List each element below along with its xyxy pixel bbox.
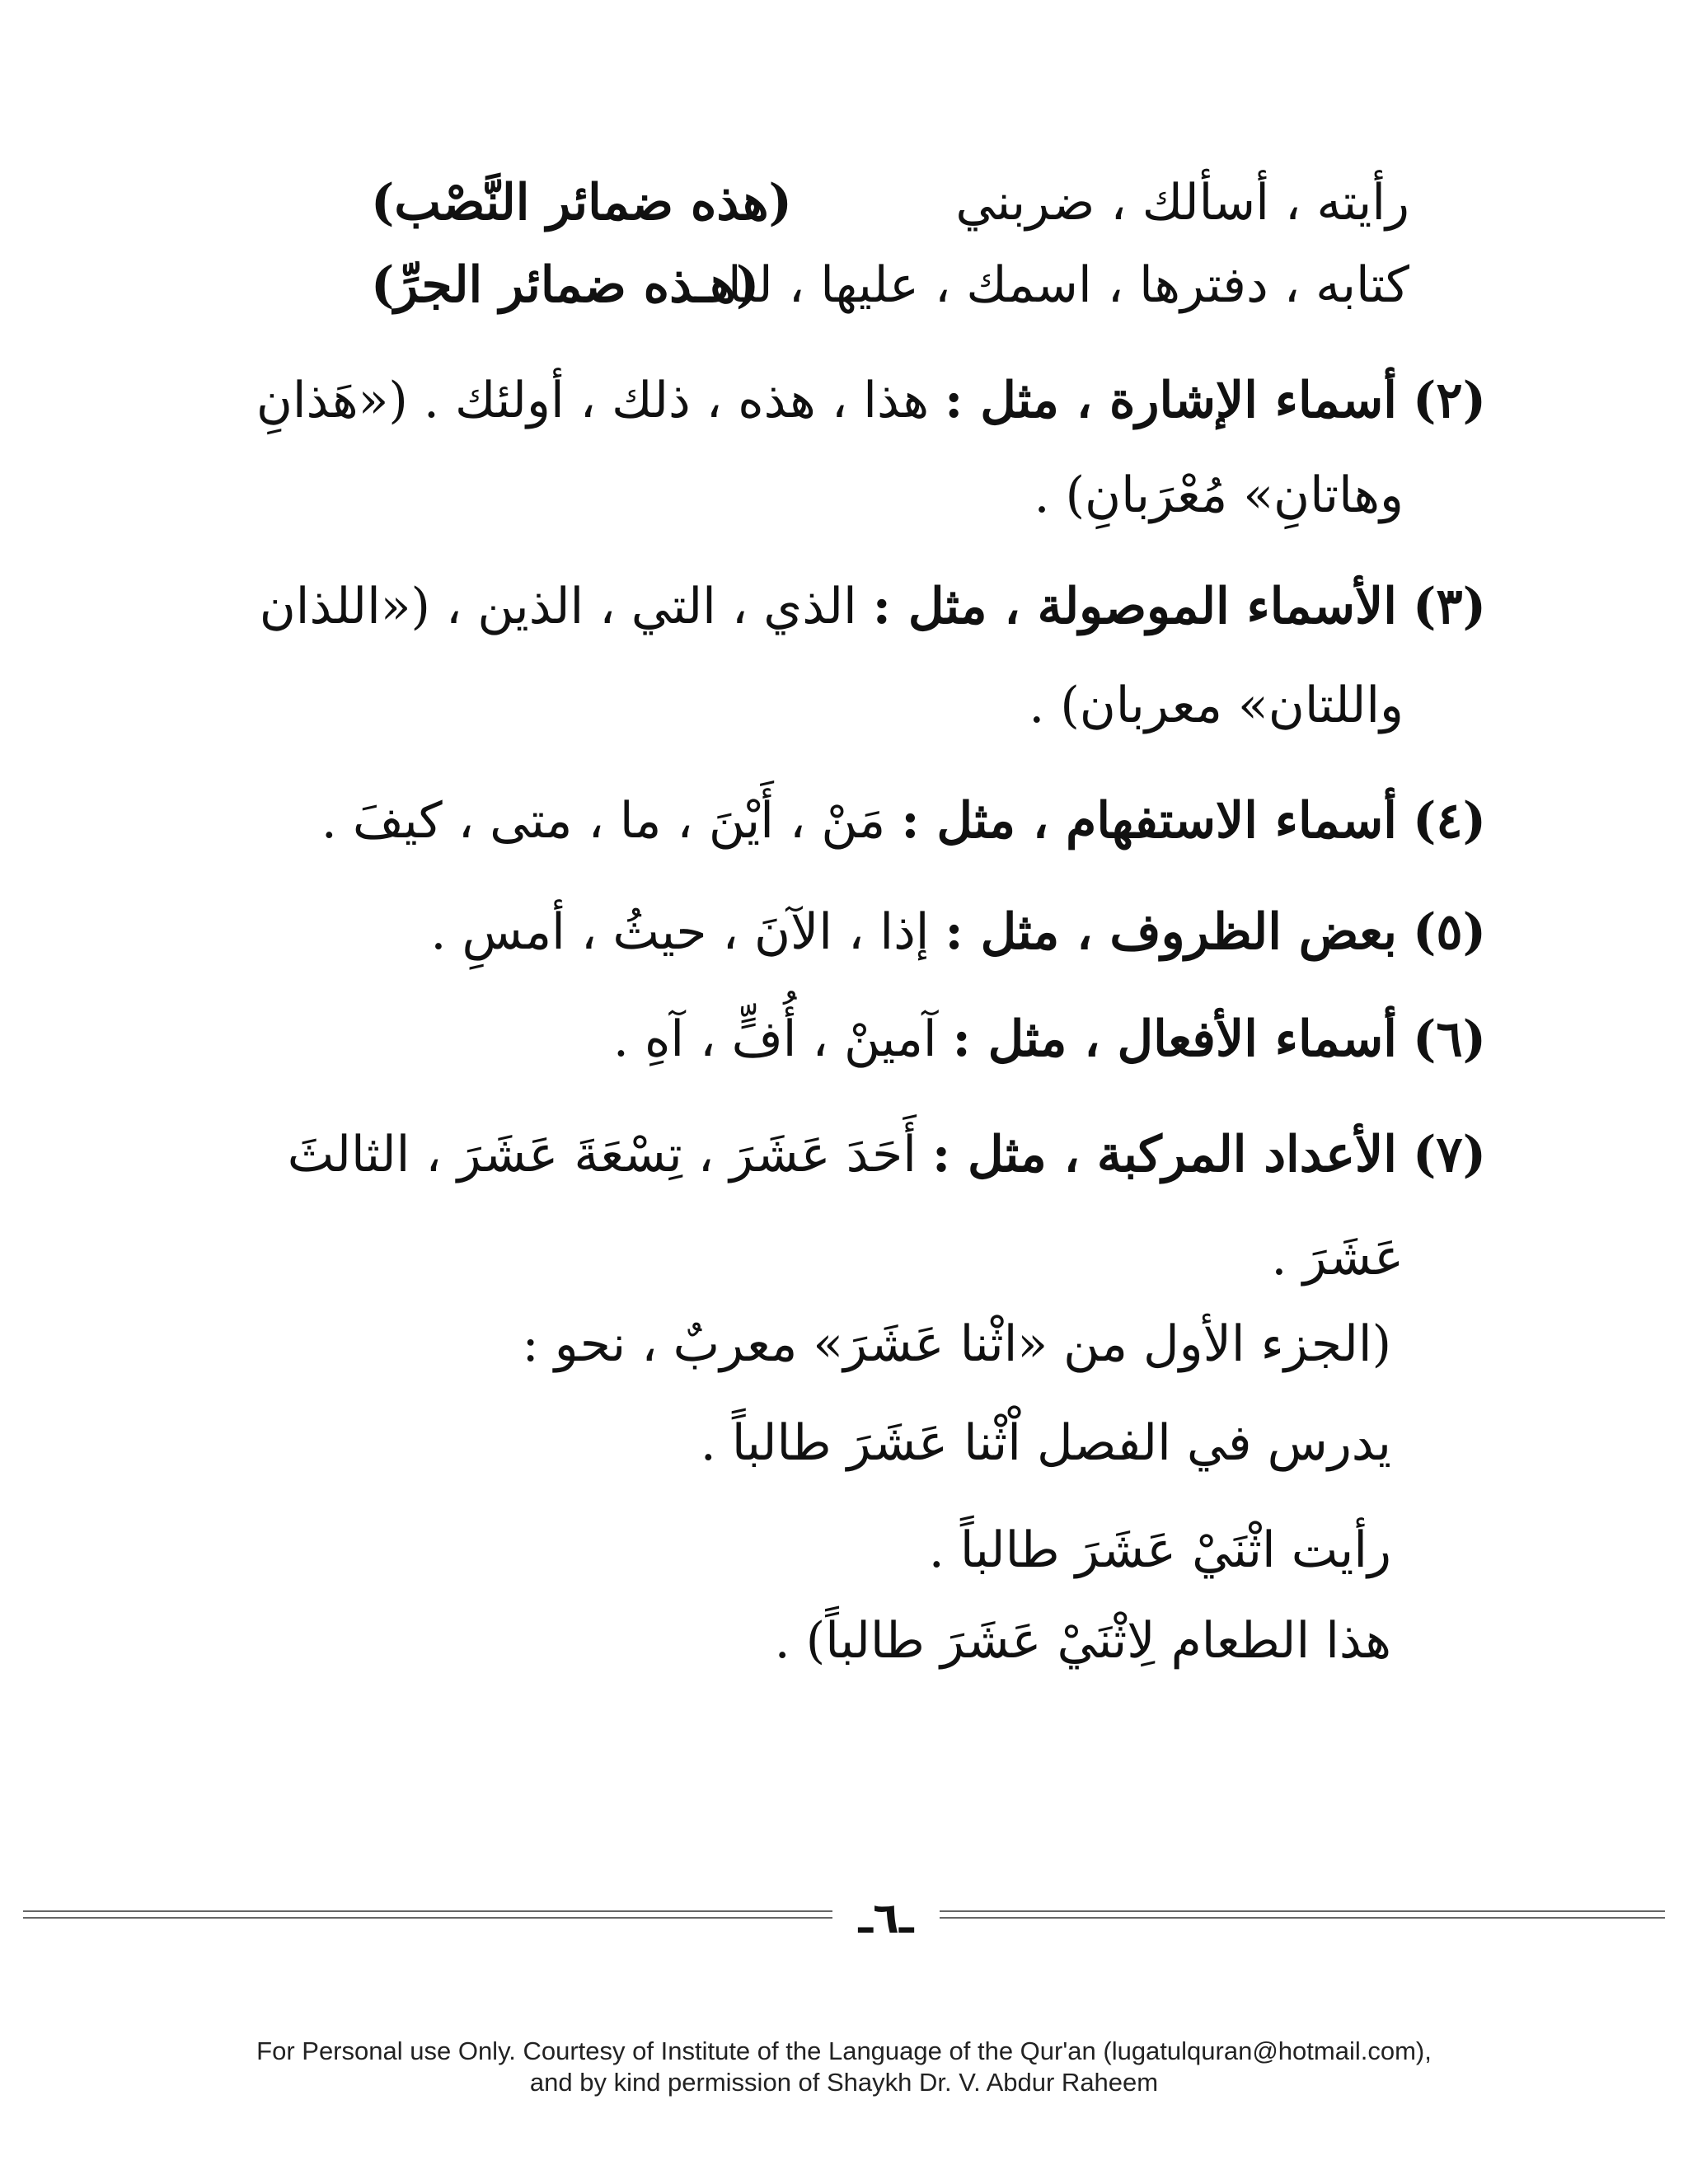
item-number: (٦) [1412, 1010, 1486, 1068]
item-heading: أسماء الإشارة ، مثل : [945, 372, 1397, 429]
list-item [288, 1125, 1486, 1184]
item-heading: الأعداد المركبة ، مثل : [932, 1126, 1397, 1183]
example-line: يدرس في الفصل اْثْنا عَشَرَ طالباً . [700, 1414, 1391, 1472]
pronoun-note: (هذه ضمائر النَّصْب) [371, 174, 792, 232]
item-heading: أسماء الاستفهام ، مثل : [901, 792, 1397, 850]
item-heading: أسماء الأفعال ، مثل : [952, 1010, 1397, 1068]
item-number: (٣) [1412, 578, 1486, 635]
pronoun-examples: كتابه ، دفترها ، اسمك ، عليها ، لنا [728, 256, 1409, 314]
pronoun-examples: رأيته ، أسألك ، ضربني [955, 174, 1409, 232]
example-line: رأيت اثْنَيْ عَشَرَ طالباً . [928, 1521, 1391, 1579]
list-item [260, 577, 1486, 636]
item-text: مَنْ ، أَيْنَ ، ما ، متى ، كيفَ . [321, 792, 886, 850]
item-number: (٥) [1412, 903, 1486, 961]
list-item [321, 791, 1486, 851]
item-text: أَحَدَ عَشَرَ ، تِسْعَةَ عَشَرَ ، الثالثَ [287, 1126, 917, 1183]
item-heading: بعض الظروف ، مثل : [945, 903, 1397, 961]
item-number: (٢) [1412, 372, 1486, 429]
item-continuation: وهاتانِ» مُعْرَبانِ) . [1034, 466, 1404, 524]
item-continuation: واللتان» معربان) . [1029, 677, 1404, 734]
item-number: (٤) [1412, 792, 1486, 850]
pronoun-note: (هـذه ضمائر الجرِّ) [371, 256, 760, 314]
example-line: (الجزء الأول من «اثْنا عَشَرَ» معربٌ ، نحو : [522, 1315, 1391, 1373]
item-text: إذا ، الآنَ ، حيثُ ، أمسِ . [430, 903, 930, 961]
example-line: هذا الطعام لِاثْنَيْ عَشَرَ طالباً) . [774, 1612, 1391, 1670]
item-continuation: عَشَرَ . [1271, 1229, 1404, 1286]
list-item [256, 371, 1486, 430]
footer-line: For Personal use Only. Courtesy of Institute of the Language of the Qur'an (lugatulquran@hotmail.com), [256, 2036, 1432, 2065]
item-text: آمينْ ، أُفٍّ ، آهِ . [612, 1010, 937, 1068]
item-text: الذي ، التي ، الذين ، («اللذان [259, 578, 857, 635]
item-heading: الأسماء الموصولة ، مثل : [872, 578, 1397, 635]
list-item [613, 1010, 1486, 1069]
footer-line: and by kind permission of Shaykh Dr. V. Abdur Raheem [529, 2068, 1159, 2097]
pronoun-line-jarr [354, 255, 1409, 338]
page-number: ـ٦ـ [832, 1894, 940, 1943]
item-text: هذا ، هذه ، ذلك ، أولئك . («هَذانِ [256, 372, 930, 429]
list-item [430, 902, 1486, 962]
item-number: (٧) [1412, 1126, 1486, 1183]
pronoun-line-nasb [354, 173, 1409, 255]
